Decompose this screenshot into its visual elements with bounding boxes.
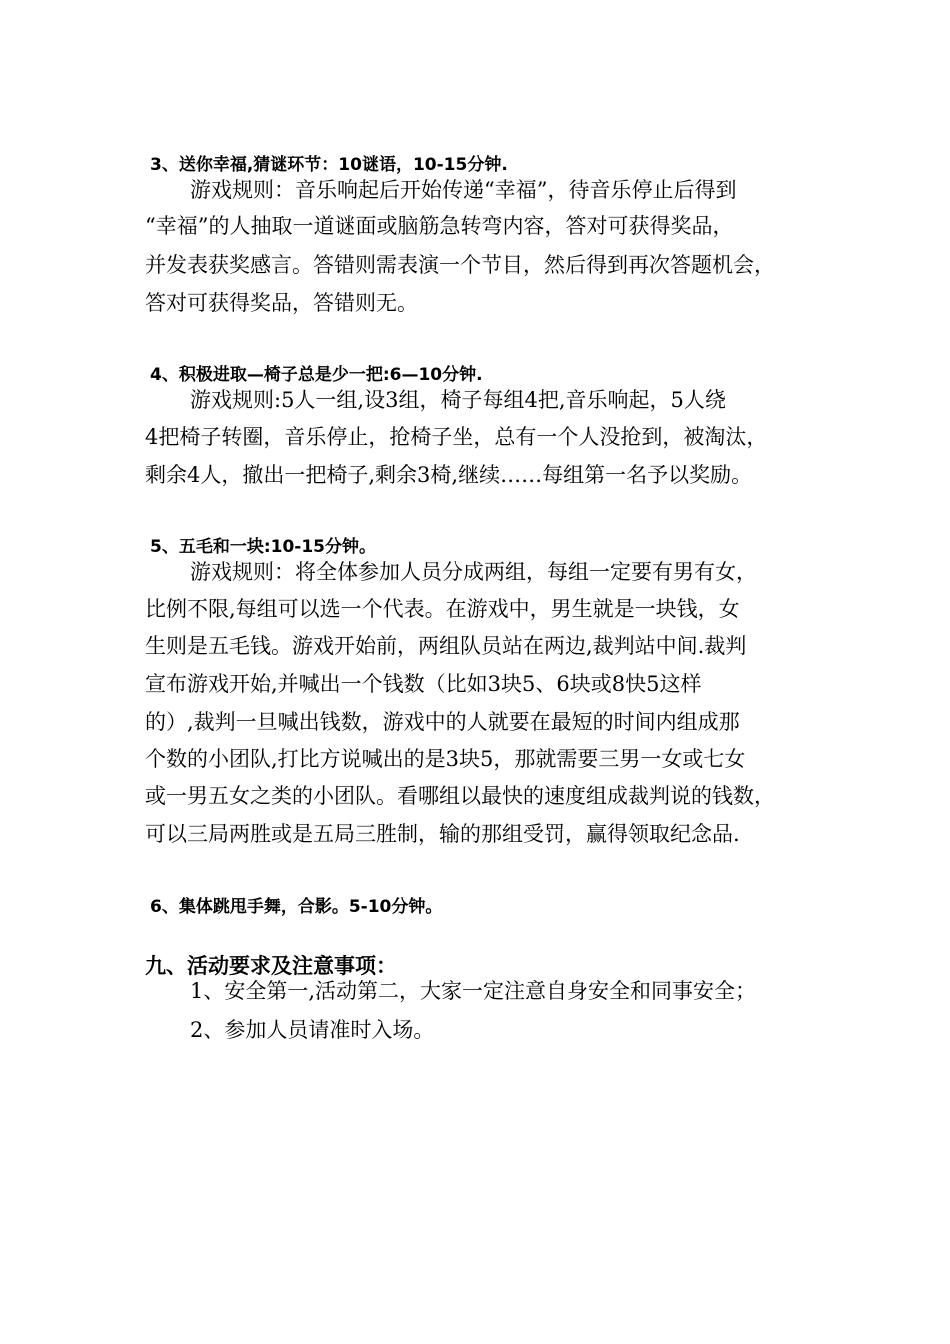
section-5-rule-line-5: 的）,裁判一旦喊出钱数，游戏中的人就要在最短的时间内组成那 bbox=[145, 710, 740, 734]
section-4-rule-line-1: 游戏规则:5人一组,设3组，椅子每组4把,音乐响起，5人绕 bbox=[190, 388, 726, 412]
requirement-item-2: 2、参加人员请准时入场。 bbox=[190, 1018, 435, 1042]
section-3-rule-line-4: 答对可获得奖品，答错则无。 bbox=[145, 291, 418, 315]
section-5-rule-line-8: 可以三局两胜或是五局三胜制，输的那组受罚，赢得领取纪念品. bbox=[145, 822, 740, 846]
section-5-rule-line-4: 宣布游戏开始,并喊出一个钱数（比如3块5、6块或8快5这样 bbox=[145, 672, 702, 696]
section-3-rule-line-3: 并发表获奖感言。答错则需表演一个节目，然后得到再次答题机会， bbox=[145, 253, 775, 277]
section-5-rule-line-2: 比例不限,每组可以选一个代表。在游戏中，男生就是一块钱，女 bbox=[145, 597, 740, 621]
section-4-heading: 4、积极进取—椅子总是少一把:6—10分钟. bbox=[150, 365, 483, 385]
section-5-heading: 5、五毛和一块:10-15分钟。 bbox=[150, 537, 376, 557]
section-6-heading: 6、集体跳甩手舞，合影。5-10分钟。 bbox=[150, 897, 443, 917]
section-5-rule-line-6: 个数的小团队,打比方说喊出的是3块5，那就需要三男一女或七女 bbox=[145, 747, 746, 771]
requirement-item-1: 1、安全第一,活动第二，大家一定注意自身安全和同事安全； bbox=[190, 979, 757, 1003]
section-5-rule-line-1: 游戏规则：将全体参加人员分成两组，每组一定要有男有女， bbox=[190, 560, 757, 584]
section-3-rule-line-2: “幸福”的人抽取一道谜面或脑筋急转弯内容，答对可获得奖品， bbox=[145, 214, 734, 238]
section-4-rule-line-3: 剩余4人，撤出一把椅子,剩余3椅,继续……每组第一名予以奖励。 bbox=[145, 463, 753, 487]
section-5-rule-line-3: 生则是五毛钱。游戏开始前，两组队员站在两边,裁判站中间.裁判 bbox=[145, 634, 747, 658]
section-4-rule-line-2: 4把椅子转圈，音乐停止，抢椅子坐，总有一个人没抢到，被淘汰， bbox=[145, 425, 768, 449]
section-5-rule-line-7: 或一男五女之类的小团队。看哪组以最快的速度组成裁判说的钱数， bbox=[145, 784, 775, 808]
section-3-heading: 3、送你幸福,猜谜环节：10谜语，10-15分钟. bbox=[150, 155, 508, 175]
requirements-title: 九、活动要求及注意事项： bbox=[145, 954, 397, 978]
section-3-rule-line-1: 游戏规则：音乐响起后开始传递“幸福”，待音乐停止后得到 bbox=[190, 178, 737, 202]
